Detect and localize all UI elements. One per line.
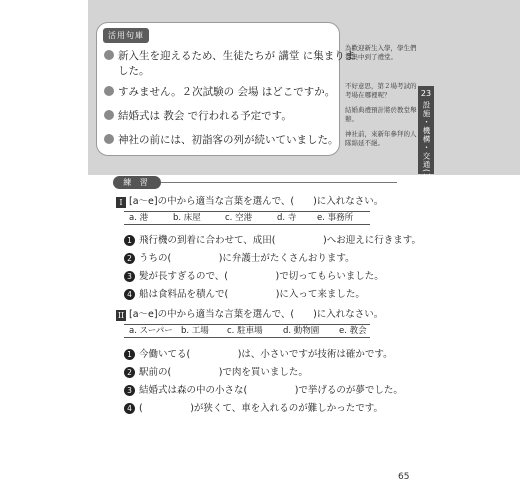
choice-d: d. 寺 <box>277 213 297 223</box>
choice-c: c. 駐車場 <box>227 326 263 336</box>
question-number: 1 <box>124 235 135 246</box>
part1-question-1 <box>124 232 421 246</box>
question-text: うちの( )に弁護士がたくさんおります。 <box>139 253 355 264</box>
choice-e: e. 事務所 <box>317 213 354 223</box>
translation-1: 為歡迎新生入學，學生們都集中到了禮堂。 <box>345 44 417 61</box>
part2-question-4 <box>124 400 383 414</box>
part2-question-2 <box>124 364 308 378</box>
choice-c: c. 空港 <box>225 213 253 223</box>
example-text: 新入生を迎えるため、生徒たちが 講堂 に集まりま <box>118 50 356 62</box>
section-divider <box>161 182 397 183</box>
question-text: 髪が長すぎるので、( )で切ってもらいました。 <box>139 271 384 282</box>
choice-a: a. スーパー <box>129 326 173 336</box>
question-text: 今働いてる( )は、小さいですが技術は確かです。 <box>139 349 393 360</box>
question-number: 1 <box>124 349 135 360</box>
part1-instruction <box>116 193 383 208</box>
roman-numeral-2: II <box>117 311 125 320</box>
page-number: 65 <box>398 472 410 482</box>
example-sentence-3 <box>104 108 292 123</box>
question-text: 船は食料品を積んで( )に入って来ました。 <box>139 289 365 300</box>
chapter-number: 23 <box>420 89 432 98</box>
question-text: 飛行機の到着に合わせて、成田( )へお迎えに行きます。 <box>139 235 421 246</box>
question-number: 3 <box>124 385 135 396</box>
chapter-title: 設施・機構・交通(1) <box>422 101 431 183</box>
question-number: 4 <box>124 289 135 300</box>
part1-question-3 <box>124 268 384 282</box>
question-number: 2 <box>124 253 135 264</box>
translation-2: 不好意思，第２場考試的考場在哪裡呢？ <box>345 82 417 99</box>
instruction-text: [a～e]の中から適当な言葉を選んで、( )に入れなさい。 <box>129 309 384 320</box>
example-sentence-4 <box>104 132 339 147</box>
translation-4: 神社前，來新年參拜的人隊綿延不絕。 <box>345 130 417 147</box>
chapter-side-tab <box>418 86 434 183</box>
question-text: ( )が狭くて、車を入れるのが難しかったです。 <box>139 403 383 414</box>
question-text: 駅前の( )で肉を買いました。 <box>139 367 308 378</box>
choice-a: a. 港 <box>129 213 149 223</box>
question-text: 結婚式は森の中の小さな( )で挙げるのが夢でした。 <box>139 385 403 396</box>
phrase-card-tab: 活用句庫 <box>103 28 149 43</box>
roman-numeral-1: I <box>116 197 126 208</box>
bullet-icon <box>104 134 114 144</box>
example-text: 結婚式は 教会 で行われる予定です。 <box>118 110 292 122</box>
part2-choices <box>124 324 370 338</box>
choice-b: b. 工場 <box>181 326 209 336</box>
part2-question-3 <box>124 382 403 396</box>
example-sentence-2 <box>104 84 335 99</box>
question-number: 3 <box>124 271 135 282</box>
example-sentence-1 <box>104 48 355 63</box>
example-text: すみません。２次試験の 会場 はどこですか。 <box>118 86 336 98</box>
choice-b: b. 床屋 <box>173 213 201 223</box>
question-number: 4 <box>124 403 135 414</box>
part1-question-4 <box>124 286 365 300</box>
bullet-icon <box>104 50 114 60</box>
translation-3: 結婚典禮預計將於教堂舉辦。 <box>345 106 417 123</box>
part2-instruction <box>116 306 383 321</box>
example-text: 神社の前には、初詣客の列が続いていました。 <box>118 134 339 146</box>
example-sentence-1-cont: した。 <box>118 65 150 77</box>
bullet-icon <box>104 110 114 120</box>
instruction-text: [a～e]の中から適当な言葉を選んで、( )に入れなさい。 <box>129 196 384 207</box>
question-number: 2 <box>124 367 135 378</box>
choice-d: d. 動物園 <box>283 326 320 336</box>
exercise-section-label: 練 習 <box>113 176 161 189</box>
choice-e: e. 教会 <box>339 326 367 336</box>
part1-question-2 <box>124 250 355 264</box>
part2-question-1 <box>124 346 393 360</box>
part1-choices <box>124 211 370 225</box>
bullet-icon <box>104 86 114 96</box>
